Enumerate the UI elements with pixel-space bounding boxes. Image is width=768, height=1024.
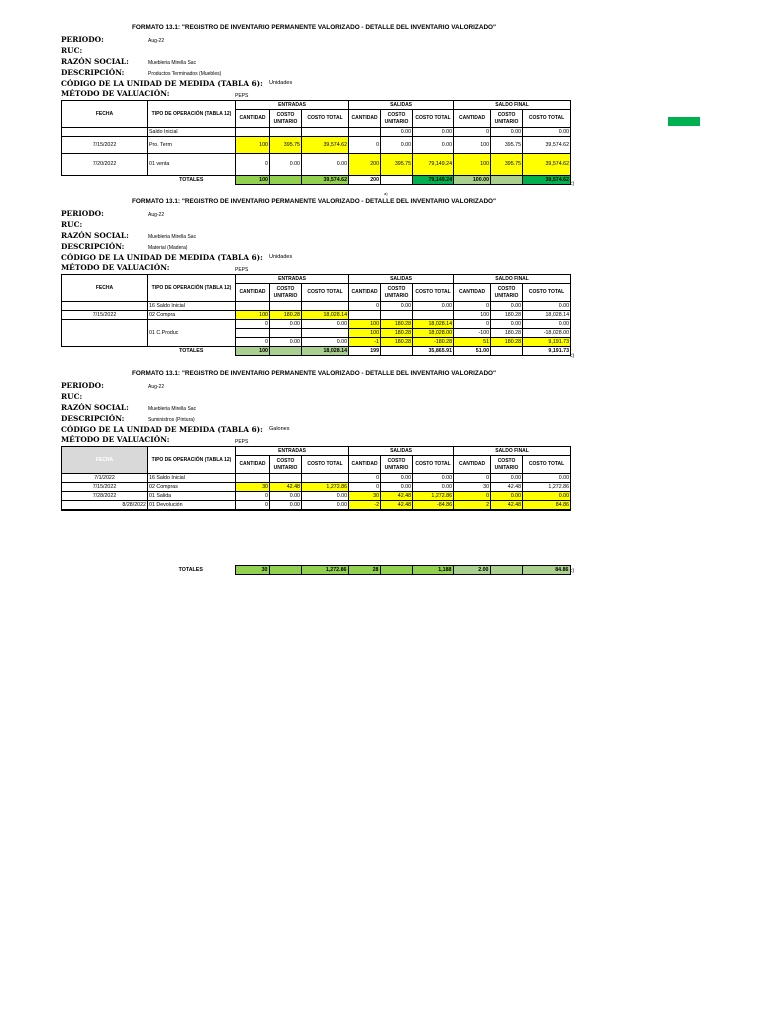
- cell: 0.00: [302, 338, 349, 347]
- col-salidas: SALIDAS: [349, 275, 454, 284]
- cell: 9,191.73: [523, 347, 571, 356]
- cell: 100: [349, 329, 381, 338]
- cell: 0.00: [302, 492, 349, 501]
- cell: 39,574.62: [302, 137, 349, 154]
- cell: 100: [349, 320, 381, 329]
- unidad-value: Galones: [269, 426, 290, 432]
- cell: 8/28/2022: [62, 501, 148, 511]
- col-saldo: SALDO FINAL: [454, 275, 571, 284]
- razon-label: RAZÓN SOCIAL:: [61, 403, 129, 412]
- cell: 100: [454, 137, 491, 154]
- cell: 0.00: [413, 483, 454, 492]
- col-entradas: ENTRADAS: [236, 447, 349, 456]
- codigo-label: CÓDIGO DE LA UNIDAD DE MEDIDA (TABLA 6):: [61, 425, 263, 434]
- cell: 180.28: [381, 338, 413, 347]
- codigo-label: CÓDIGO DE LA UNIDAD DE MEDIDA (TABLA 6):: [61, 253, 263, 262]
- periodo-value: Aug-22: [148, 384, 165, 390]
- table-row: [62, 483, 571, 492]
- cell: 35,865.91: [413, 347, 454, 356]
- ruc-label: RUC:: [61, 392, 83, 401]
- col-tipo: TIPO DE OPERACIÓN (TABLA 12): [148, 275, 236, 302]
- cell: 0.00: [381, 474, 413, 483]
- periodo-value: Aug-22: [148, 212, 165, 218]
- cell: [349, 311, 381, 320]
- periodo-label: PERIODO:: [61, 35, 104, 44]
- cell: 2: [454, 501, 491, 511]
- col-salidas: SALIDAS: [349, 447, 454, 456]
- cell: 180.28: [491, 311, 523, 320]
- cell: [491, 347, 523, 356]
- col-saldo: SALDO FINAL: [454, 447, 571, 456]
- note-mark: c): [570, 181, 575, 187]
- table-row: [62, 501, 571, 511]
- cell: 0.00: [302, 154, 349, 176]
- col-cantidad: CANTIDAD: [454, 110, 491, 128]
- cell: 100: [454, 154, 491, 176]
- col-costo-total: COSTO TOTAL: [413, 456, 454, 474]
- cell: 42.48: [491, 501, 523, 511]
- cell: [380, 566, 412, 575]
- cell: 0.00: [523, 128, 571, 137]
- cell: 1,272.86: [523, 483, 571, 492]
- cell: 0.00: [491, 492, 523, 501]
- cell: [236, 302, 270, 311]
- cell: -1: [349, 338, 381, 347]
- cell: [381, 347, 413, 356]
- inventory-table: [61, 446, 571, 511]
- cell: 0.00: [381, 128, 413, 137]
- cell: 0: [236, 320, 270, 329]
- cell: 100: [236, 176, 270, 185]
- cell: 100: [236, 311, 270, 320]
- totals-table: [61, 565, 571, 575]
- col-entradas: ENTRADAS: [236, 101, 349, 110]
- cell: 100: [454, 311, 491, 320]
- cell: 0: [349, 474, 381, 483]
- cell: 180.28: [381, 320, 413, 329]
- cell: [62, 128, 148, 137]
- periodo-value: Aug-22: [148, 38, 165, 44]
- cell: 0.00: [523, 474, 571, 483]
- totals-row: [62, 176, 571, 185]
- col-cantidad: CANTIDAD: [454, 456, 491, 474]
- sheet-title: FORMATO 13.1: "REGISTRO DE INVENTARIO PERMANENTE VALORIZADO - DETALLE DEL INVENTARIO VALORIZADO": [132, 24, 497, 31]
- cell: 42.48: [381, 501, 413, 511]
- periodo-label: PERIODO:: [61, 381, 104, 390]
- cell: 0.00: [491, 302, 523, 311]
- cell: [270, 176, 302, 185]
- descripcion-label: DESCRIPCIÓN:: [61, 68, 125, 77]
- table-row: [62, 128, 571, 137]
- unidad-value: Unidades: [269, 254, 293, 260]
- metodo-label: MÉTODO DE VALUACIÓN:: [61, 89, 170, 98]
- cell: 39,574.62: [523, 137, 571, 154]
- totals-label: TOTALES: [179, 176, 204, 183]
- cell: -100: [454, 329, 491, 338]
- cell: 7/1/2022: [62, 474, 148, 483]
- col-cantidad: CANTIDAD: [349, 456, 381, 474]
- cell: 0.00: [270, 320, 302, 329]
- cell: 1,272.86: [413, 492, 454, 501]
- cell: 100: [236, 347, 270, 356]
- col-costo-total: COSTO TOTAL: [523, 456, 571, 474]
- cell: -180.28: [413, 338, 454, 347]
- cell: [381, 176, 413, 185]
- cell: 0: [349, 483, 381, 492]
- col-fecha: FECHA: [62, 101, 148, 128]
- cell: 30: [235, 566, 269, 575]
- cell: 0: [236, 492, 270, 501]
- cell: [269, 566, 301, 575]
- col-cantidad: CANTIDAD: [349, 110, 381, 128]
- cell: 0: [349, 302, 381, 311]
- col-costo-total: COSTO TOTAL: [523, 284, 571, 302]
- cell: 42.48: [381, 492, 413, 501]
- cell: [62, 320, 148, 347]
- cell: 395.75: [270, 137, 302, 154]
- col-fecha: FECHA: [62, 447, 148, 474]
- cell: Pro. Term: [148, 137, 236, 154]
- note-mark: c): [570, 353, 575, 359]
- cell: 0.00: [491, 474, 523, 483]
- razon-value: Muebleria Mirella Sac: [148, 60, 197, 66]
- cell: [413, 311, 454, 320]
- cell: 199: [349, 347, 381, 356]
- cell: 0: [236, 501, 270, 511]
- cell: 01 Salida: [148, 492, 236, 501]
- cell: 9,191.73: [523, 338, 571, 347]
- cell: 0.00: [413, 128, 454, 137]
- cell: 28: [348, 566, 380, 575]
- cell: 180.28: [491, 329, 523, 338]
- cell: [236, 474, 270, 483]
- cell: 7/28/2022: [62, 492, 148, 501]
- table-row: [62, 154, 571, 176]
- cell: [302, 329, 349, 338]
- cell: 395.75: [381, 154, 413, 176]
- metodo-value: PEPS: [235, 267, 249, 273]
- cell: -84.86: [413, 501, 454, 511]
- cell: 7/20/2022: [62, 154, 148, 176]
- periodo-label: PERIODO:: [61, 209, 104, 218]
- cell: 16 Saldo Inicial: [148, 302, 236, 311]
- cell: 02 Compra: [148, 311, 236, 320]
- cell: 0.00: [270, 154, 302, 176]
- col-tipo: TIPO DE OPERACIÓN (TABLA 12): [148, 101, 236, 128]
- cell: 0.00: [381, 483, 413, 492]
- table-row: [62, 320, 571, 329]
- cell: 39,574.62: [302, 176, 349, 185]
- cell: 39,574.62: [523, 176, 571, 185]
- totals-row: [61, 566, 570, 575]
- col-costo-total: COSTO TOTAL: [302, 456, 349, 474]
- cell: 30: [236, 483, 270, 492]
- cell: 18,028.00: [413, 329, 454, 338]
- metodo-label: MÉTODO DE VALUACIÓN:: [61, 435, 170, 444]
- descripcion-value: Material (Madera): [148, 245, 188, 251]
- col-costo-unitario: COSTO UNITARIO: [381, 110, 413, 128]
- cell: Saldo Inicial: [148, 128, 236, 137]
- cell: 30: [454, 483, 491, 492]
- col-costo-unitario: COSTO UNITARIO: [491, 284, 523, 302]
- col-costo-unitario: COSTO UNITARIO: [270, 284, 302, 302]
- cell: 18,028.14: [302, 347, 349, 356]
- cell: 0: [236, 154, 270, 176]
- col-costo-total: COSTO TOTAL: [302, 110, 349, 128]
- cell: 180.28: [491, 338, 523, 347]
- cell: [236, 329, 270, 338]
- col-costo-unitario: COSTO UNITARIO: [381, 284, 413, 302]
- metodo-value: PEPS: [235, 439, 249, 445]
- table-row: [62, 474, 571, 483]
- cell: 18,028.14: [523, 311, 571, 320]
- col-cantidad: CANTIDAD: [236, 456, 270, 474]
- col-costo-total: COSTO TOTAL: [413, 110, 454, 128]
- col-entradas: ENTRADAS: [236, 275, 349, 284]
- unidad-value: Unidades: [269, 80, 293, 86]
- cell: 395.75: [491, 137, 523, 154]
- cell: [490, 566, 522, 575]
- col-costo-unitario: COSTO UNITARIO: [491, 456, 523, 474]
- note-mark: c): [570, 568, 575, 574]
- cell: 100: [236, 137, 270, 154]
- totals-label: TOTALES: [178, 566, 203, 573]
- cell: 0.00: [413, 302, 454, 311]
- cell: 180.28: [270, 311, 302, 320]
- cell: 0.00: [302, 320, 349, 329]
- cell: 7/15/2022: [62, 483, 148, 492]
- cell: [302, 302, 349, 311]
- cell: 0: [454, 302, 491, 311]
- col-costo-total: COSTO TOTAL: [523, 110, 571, 128]
- inventory-table: [61, 100, 571, 185]
- cell: 02 Compras: [148, 483, 236, 492]
- cell: [270, 347, 302, 356]
- col-cantidad: CANTIDAD: [236, 110, 270, 128]
- cell: 0.00: [302, 501, 349, 511]
- cell: [270, 302, 302, 311]
- col-cantidad: CANTIDAD: [349, 284, 381, 302]
- descripcion-label: DESCRIPCIÓN:: [61, 242, 125, 251]
- cell: 0.00: [270, 492, 302, 501]
- metodo-value: PEPS: [235, 93, 249, 99]
- col-tipo: TIPO DE OPERACIÓN (TABLA 12): [148, 447, 236, 474]
- cell: [270, 329, 302, 338]
- cell: 0: [349, 137, 381, 154]
- cell: 84.86: [522, 566, 570, 575]
- cell: 18,028.14: [413, 320, 454, 329]
- cell: 0.00: [381, 137, 413, 154]
- col-fecha: FECHA: [62, 275, 148, 302]
- col-cantidad: CANTIDAD: [236, 284, 270, 302]
- cell: 100.00: [454, 176, 491, 185]
- cell: 0.00: [491, 320, 523, 329]
- cell: 0: [454, 320, 491, 329]
- cell: 200: [349, 154, 381, 176]
- cell: 0.00: [523, 302, 571, 311]
- cell: 0.00: [270, 338, 302, 347]
- cell: -2: [349, 501, 381, 511]
- ruc-label: RUC:: [61, 220, 83, 229]
- cell: 0: [236, 338, 270, 347]
- cell: [236, 128, 270, 137]
- cell: 79,149.24: [413, 154, 454, 176]
- col-cantidad: CANTIDAD: [454, 284, 491, 302]
- col-costo-unitario: COSTO UNITARIO: [270, 110, 302, 128]
- col-costo-unitario: COSTO UNITARIO: [270, 456, 302, 474]
- note-mark: a): [384, 191, 388, 196]
- col-saldo: SALDO FINAL: [454, 101, 571, 110]
- col-costo-unitario: COSTO UNITARIO: [491, 110, 523, 128]
- cell: [270, 128, 302, 137]
- cell: [302, 474, 349, 483]
- inventory-table: [61, 274, 571, 356]
- sheet-title: FORMATO 13.1: "REGISTRO DE INVENTARIO PERMANENTE VALORIZADO - DETALLE DEL INVENTARIO VALORIZADO": [132, 198, 497, 205]
- cell: 30: [349, 492, 381, 501]
- razon-label: RAZÓN SOCIAL:: [61, 231, 129, 240]
- cell: 0.00: [413, 137, 454, 154]
- cell: 42.48: [491, 483, 523, 492]
- cell: 51: [454, 338, 491, 347]
- cell: 18,028.14: [302, 311, 349, 320]
- cell: 0.00: [413, 474, 454, 483]
- ruc-label: RUC:: [61, 46, 83, 55]
- cell: 79,149.24: [413, 176, 454, 185]
- cell: 1,188: [412, 566, 453, 575]
- cell: 395.75: [491, 154, 523, 176]
- cell: 0: [454, 492, 491, 501]
- razon-value: Muebleria Mirella Sac: [148, 406, 197, 412]
- cell: 84.86: [523, 501, 571, 511]
- cell: 2.00: [453, 566, 490, 575]
- cell: 0.00: [381, 302, 413, 311]
- cell: [270, 474, 302, 483]
- razon-value: Muebleria Mirella Sac: [148, 234, 197, 240]
- cell: 0.00: [491, 128, 523, 137]
- descripcion-value: Suministros (Pintura): [148, 417, 195, 423]
- cell: 1,272.86: [302, 483, 349, 492]
- cell: 0.00: [523, 492, 571, 501]
- cell: 0.00: [270, 501, 302, 511]
- col-costo-unitario: COSTO UNITARIO: [381, 456, 413, 474]
- cell: 01 C.Produc: [148, 320, 236, 347]
- cell: 39,574.62: [523, 154, 571, 176]
- cell: [491, 176, 523, 185]
- cell: [62, 302, 148, 311]
- green-cell-marker: [668, 117, 700, 126]
- cell: 16 Saldo Inicial: [148, 474, 236, 483]
- cell: 01 Devolución: [148, 501, 236, 511]
- table-row: [62, 311, 571, 320]
- sheet-title: FORMATO 13.1: "REGISTRO DE INVENTARIO PERMANENTE VALORIZADO - DETALLE DEL INVENTARIO VALORIZADO": [132, 370, 497, 377]
- table-row: [62, 492, 571, 501]
- descripcion-value: Productos Terminados (Muebles): [148, 71, 222, 77]
- cell: 7/15/2022: [62, 311, 148, 320]
- cell: [349, 128, 381, 137]
- cell: 42.48: [270, 483, 302, 492]
- cell: 180.28: [381, 329, 413, 338]
- col-costo-total: COSTO TOTAL: [413, 284, 454, 302]
- col-salidas: SALIDAS: [349, 101, 454, 110]
- table-row: [62, 302, 571, 311]
- codigo-label: CÓDIGO DE LA UNIDAD DE MEDIDA (TABLA 6):: [61, 79, 263, 88]
- cell: 0: [454, 128, 491, 137]
- descripcion-label: DESCRIPCIÓN:: [61, 414, 125, 423]
- cell: 0: [454, 474, 491, 483]
- cell: 200: [349, 176, 381, 185]
- cell: 51.00: [454, 347, 491, 356]
- cell: [381, 311, 413, 320]
- totals-row: [62, 347, 571, 356]
- cell: [302, 128, 349, 137]
- cell: 01 venta: [148, 154, 236, 176]
- cell: -18,028.00: [523, 329, 571, 338]
- cell: 1,272.86: [301, 566, 348, 575]
- metodo-label: MÉTODO DE VALUACIÓN:: [61, 263, 170, 272]
- cell: 0.00: [523, 320, 571, 329]
- col-costo-total: COSTO TOTAL: [302, 284, 349, 302]
- totals-label: TOTALES: [179, 347, 204, 354]
- cell: 7/15/2022: [62, 137, 148, 154]
- table-row: [62, 137, 571, 154]
- razon-label: RAZÓN SOCIAL:: [61, 57, 129, 66]
